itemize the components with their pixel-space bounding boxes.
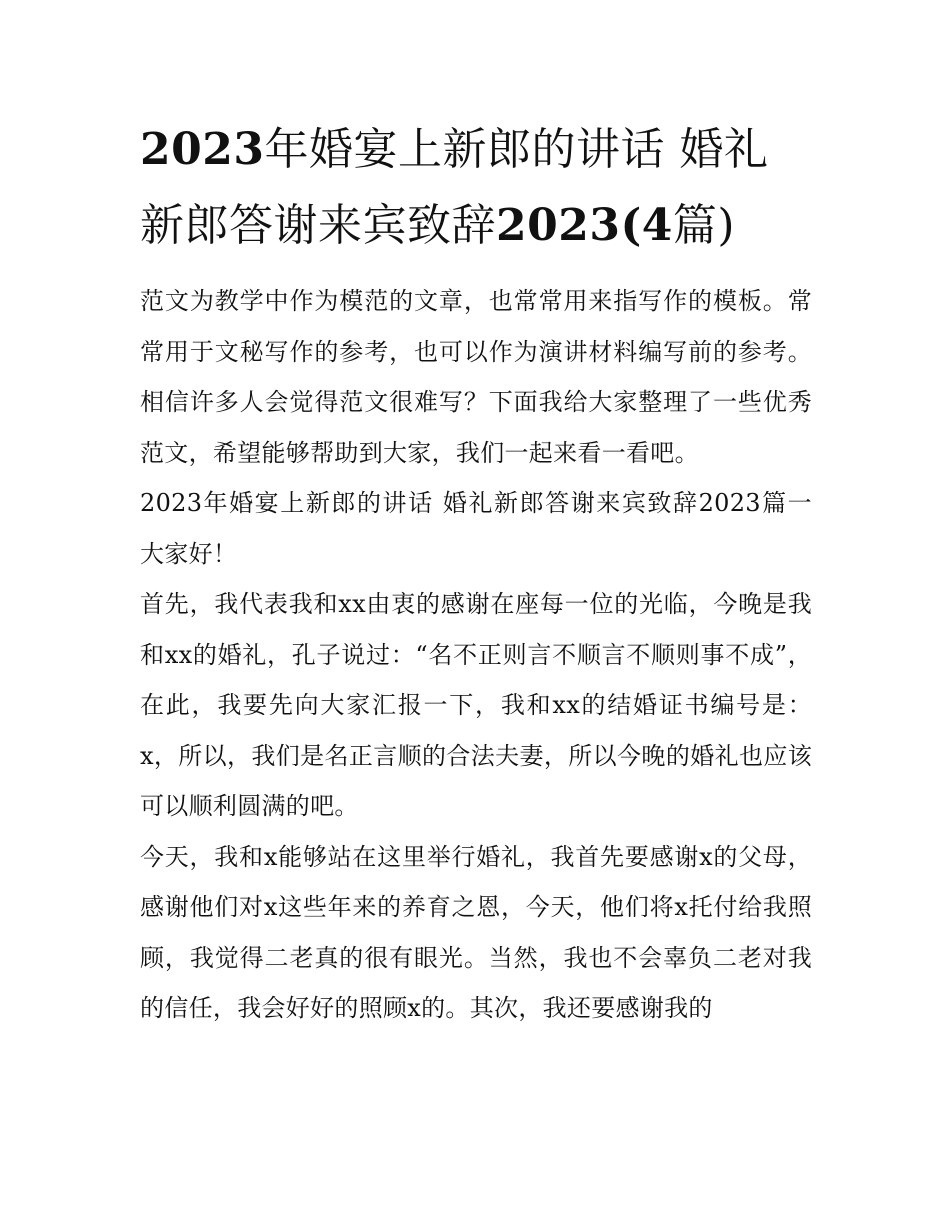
document-title xyxy=(140,112,812,264)
title-end: 篇) xyxy=(672,200,736,251)
title-year: 2023 xyxy=(140,124,265,175)
document-page xyxy=(140,112,812,1034)
speech-paragraph-1: 首先，我代表我和xx由衷的感谢在座每一位的光临，今晚是我和xx的婚礼，孔子说过：“名不正则言不顺言不顺则事不成”，在此，我要先向大家汇报一下，我和xx的结婚证书编号是：x，所以，我们是名正言顺的合法夫妻，所以今晚的婚礼也应该可以顺利圆满的吧。 xyxy=(140,590,812,820)
speech-heading-paragraph: 2023年婚宴上新郎的讲话 婚礼新郎答谢来宾致辞2023篇一 大家好！ xyxy=(140,489,812,568)
intro-paragraph: 范文为教学中作为模范的文章，也常常用来指写作的模板。常常用于文秘写作的参考，也可以作为演讲材料编写前的参考。相信许多人会觉得范文很难写？下面我给大家整理了一些优秀范文，希望能够帮助到大家，我们一起来看一看吧。 xyxy=(140,287,812,467)
title-year-count: 2023(4 xyxy=(496,200,673,251)
speech-paragraph-2: 今天，我和x能够站在这里举行婚礼，我首先要感谢x的父母，感谢他们对x这些年来的养育之恩，今天，他们将x托付给我照顾，我觉得二老真的很有眼光。当然，我也不会辜负二老对我的信任，我会好好的照顾x的。其次，我还要感谢我的 xyxy=(140,842,812,1022)
title-main: 年婚宴上新郎的讲话 婚礼新郎答谢来宾致辞 xyxy=(140,124,769,251)
